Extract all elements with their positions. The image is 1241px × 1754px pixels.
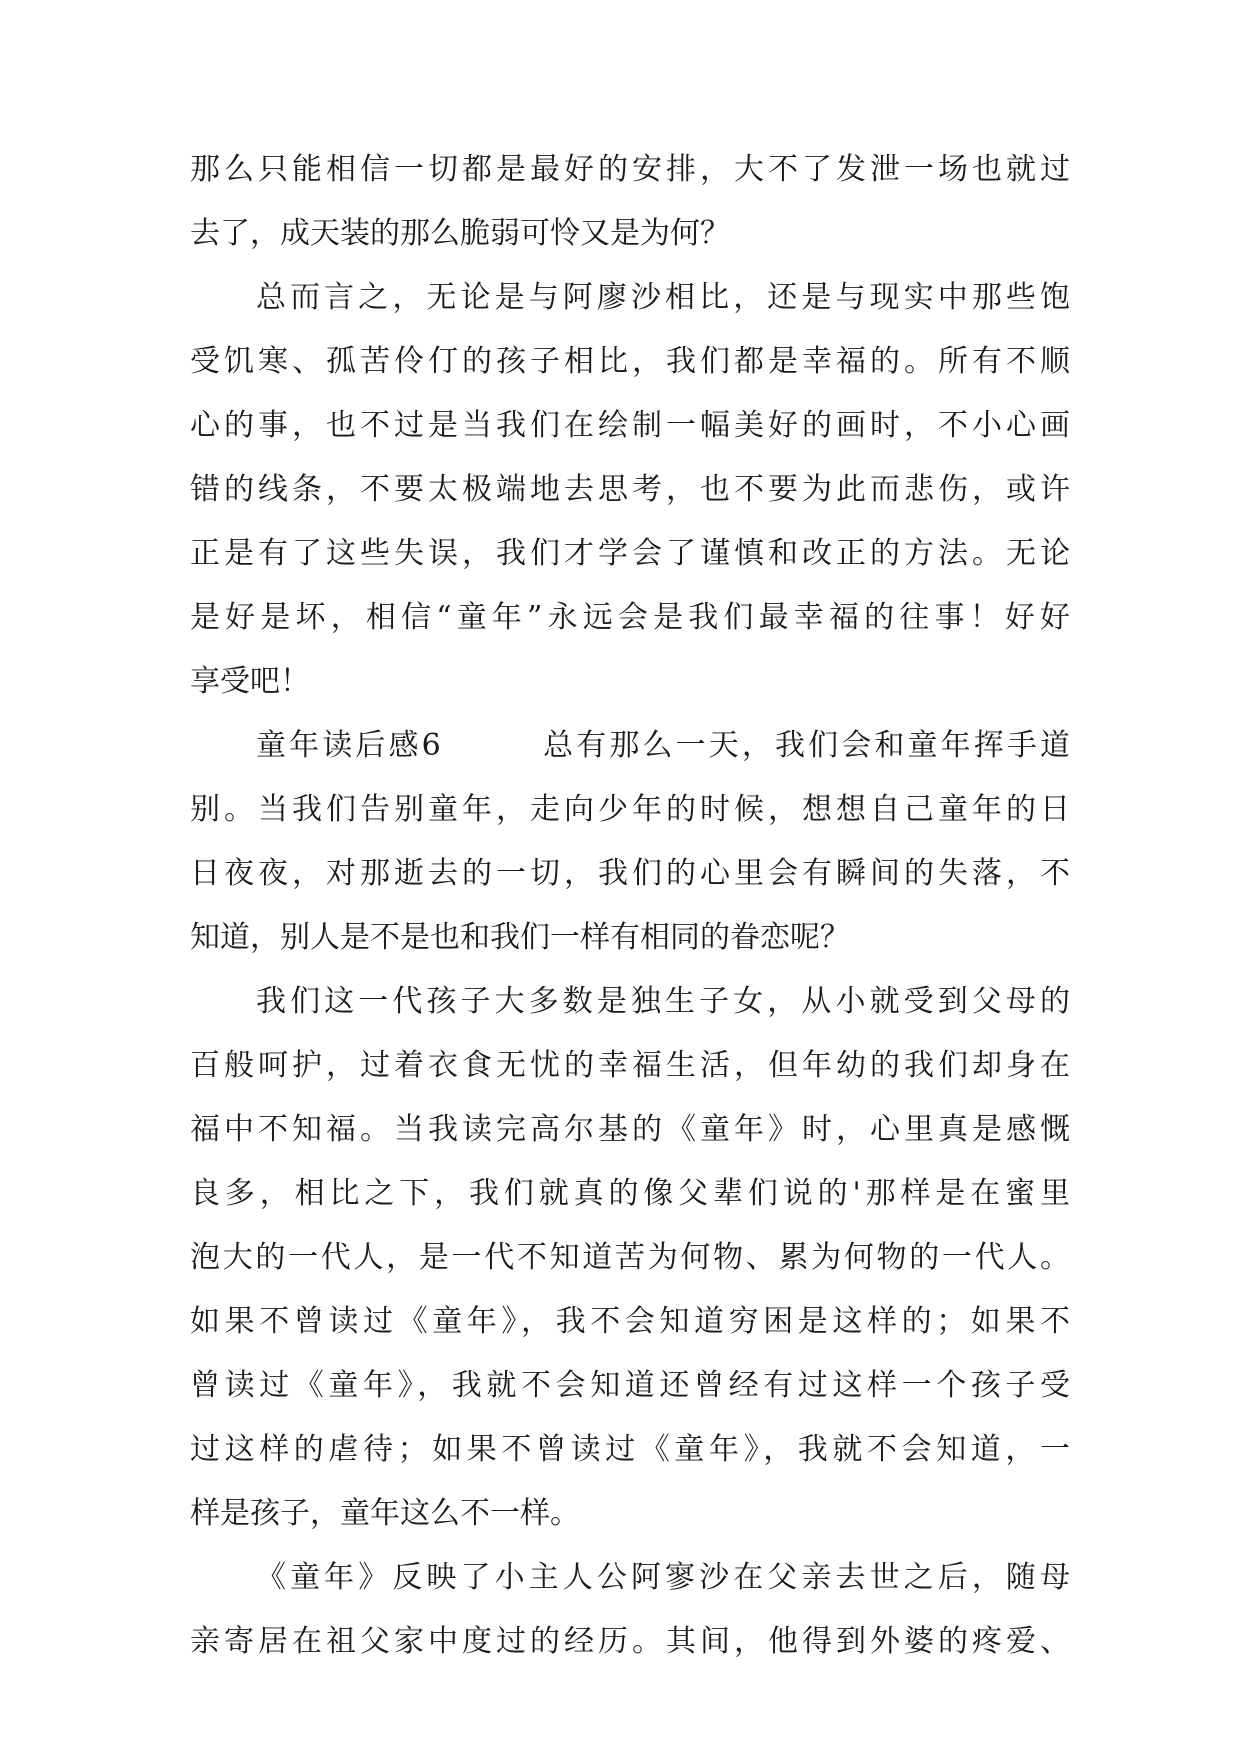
text-line-8: 是好是坏，相信“童年”永远会是我们最幸福的往事！好好	[190, 600, 1070, 635]
text-line-22: 样是孩子，童年这么不一样。	[190, 1496, 580, 1531]
text-line-15: 百般呵护，过着衣食无忧的幸福生活，但年幼的我们却身在	[190, 1048, 1070, 1083]
text-line-16: 福中不知福。当我读完高尔基的《童年》时，心里真是感慨	[190, 1112, 1070, 1147]
paragraph-start-generation: 我们这一代孩子大多数是独生子女，从小就受到父母的	[256, 984, 1070, 1019]
text-line-11: 别。当我们告别童年，走向少年的时候，想想自己童年的日	[190, 792, 1070, 827]
text-line-1: 那么只能相信一切都是最好的安排，大不了发泄一场也就过	[190, 152, 1070, 187]
text-line-7: 正是有了这些失误，我们才学会了谨慎和改正的方法。无论	[190, 536, 1070, 571]
text-line-6: 错的线条，不要太极端地去思考，也不要为此而悲伤，或许	[190, 472, 1070, 507]
text-line-17: 良多，相比之下，我们就真的像父辈们说的'那样是在蜜里	[190, 1176, 1070, 1211]
text-line-19: 如果不曾读过《童年》，我不会知道穷困是这样的；如果不	[190, 1304, 1070, 1339]
text-line-13: 知道，别人是不是也和我们一样有相同的眷恋呢？	[190, 920, 850, 955]
text-line-24: 亲寄居在祖父家中度过的经历。其间，他得到外婆的疼爱、	[190, 1624, 1070, 1659]
text-line-18: 泡大的一代人，是一代不知道苦为何物、累为何物的一代人。	[190, 1240, 1070, 1275]
paragraph-start-summary: 总而言之，无论是与阿廖沙相比，还是与现实中那些饱	[256, 280, 1070, 315]
section-heading-line: 童年读后感6 总有那么一天，我们会和童年挥手道	[256, 728, 1070, 763]
text-line-9: 享受吧！	[190, 664, 310, 699]
text-line-5: 心的事，也不过是当我们在绘制一幅美好的画时，不小心画	[190, 408, 1070, 443]
text-line-2: 去了，成天装的那么脆弱可怜又是为何？	[190, 216, 730, 251]
text-line-4: 受饥寒、孤苦伶仃的孩子相比，我们都是幸福的。所有不顺	[190, 344, 1070, 379]
text-line-12: 日夜夜，对那逝去的一切，我们的心里会有瞬间的失落，不	[190, 856, 1070, 891]
text-line-21: 过这样的虐待；如果不曾读过《童年》，我就不会知道，一	[190, 1432, 1070, 1467]
text-line-20: 曾读过《童年》，我就不会知道还曾经有过这样一个孩子受	[190, 1368, 1070, 1403]
paragraph-start-reflection: 《童年》反映了小主人公阿寥沙在父亲去世之后，随母	[256, 1560, 1070, 1595]
